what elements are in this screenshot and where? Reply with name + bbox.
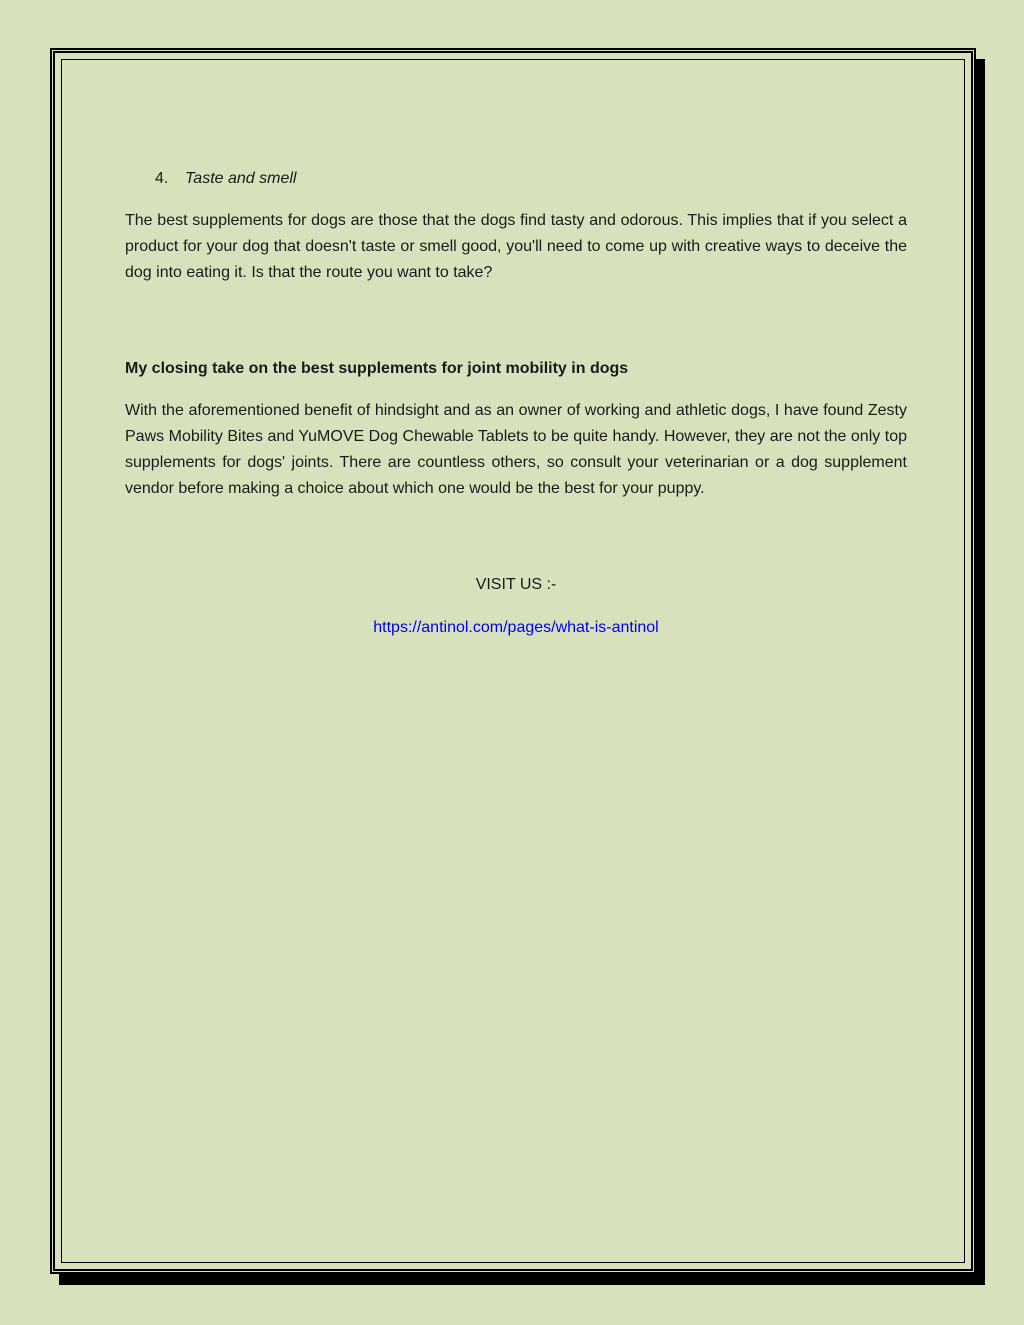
page-border-frame (50, 48, 976, 1274)
section-heading: My closing take on the best supplements for joint mobility in dogs (125, 360, 629, 377)
paragraph-taste-smell: The best supplements for dogs are those that the dogs find tasty and odorous. This implies that if you select a product for your dog that doesn't taste or smell good, you'll need to come up with creative ways to deceive the dog into eating it. Is that the route you want to take? (125, 212, 907, 281)
page-content (125, 166, 907, 641)
list-item (155, 166, 907, 192)
list-item-label: Taste and smell (185, 170, 297, 187)
list-item-number: 4. (155, 170, 169, 187)
visit-us-label: VISIT US :- (475, 576, 557, 593)
website-link[interactable]: https://antinol.com/pages/what-is-antinol (373, 619, 659, 636)
paragraph-closing: With the aforementioned benefit of hindsight and as an owner of working and athletic dogs, I have found Zesty Paws Mobility Bites and YuMOVE Dog Chewable Tablets to be quite handy. However, they are not the only top supplements for dogs' joints. There are countless others, so consult your veterinarian or a dog supplement vendor before making a choice about which one would be the best for your puppy. (125, 402, 907, 497)
